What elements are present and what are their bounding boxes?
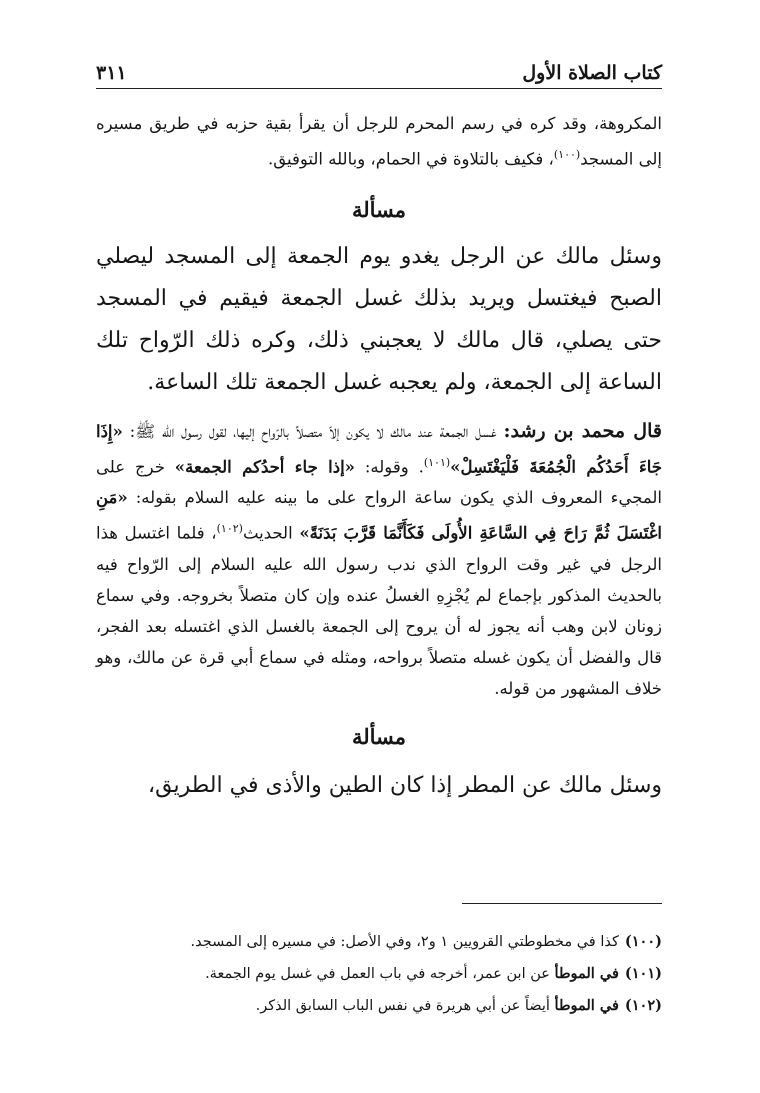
question-paragraph-1: وسئل مالك عن الرجل يغدو يوم الجمعة إلى المسجد ليصلي الصبح فيغتسل ويريد بذلك غسل الجمعة فيقيم في المسجد حتى يصلي، قال مالك لا يعجبني ذلك، وكره ذلك الرّواح تلك الساعة إلى الجمعة، ولم يعجبه غسل الجمعة تلك الساعة. (96, 243, 662, 395)
page-header (96, 58, 662, 89)
hadith-quote-1: «إِذَا جَاءَ أَحَدُكُم الْجُمُعَةَ فَلْيَغْتَسِلْ» (96, 421, 662, 476)
page-body (96, 108, 662, 807)
paragraph-continuation: المكروهة، وقد كره في رسم المحرم للرجل أن يقرأ بقية حزبه في طريق مسيره إلى المسجد$^{(١٠٠)}$، فكيف بالتلاوة في الحمام، وبالله التوفيق. (96, 114, 662, 169)
hadith-quote-2: «مَنِ اغْتَسَلَ ثُمَّ رَاحَ فِي السَّاعَةِ الأُولَى فَكَأَنَّمَا قَرَّبَ بَدَنَةً» (96, 488, 662, 543)
page-number: ٣١١ (96, 62, 127, 84)
section-heading-1: مسألة (351, 196, 407, 222)
footnotes (96, 926, 662, 1022)
footnote-separator (462, 903, 662, 904)
footnote-ref-100[interactable]: (١٠٠) (553, 148, 581, 161)
running-title: كتاب الصلاة الأول (522, 62, 662, 84)
footnote-101: (١٠١)في الموطأ عن ابن عمر، أخرجه في باب العمل في غسل يوم الجمعة. (205, 965, 662, 982)
footnote-102: (١٠٢)في الموطأ أيضاً عن أبي هريرة في نفس الباب السابق الذكر. (255, 997, 662, 1014)
question-paragraph-2: وسئل مالك عن المطر إذا كان الطين والأذى في الطريق، (148, 772, 662, 798)
section-heading-2: مسألة (351, 723, 407, 749)
quote-phrase: «إذا جاء أحدُكم الجمعة» (174, 457, 355, 476)
speaker-label: قال محمد بن رشد: (503, 419, 662, 442)
commentary-paragraph: قال محمد بن رشد: غسل الجمعة عند مالك لا يكون إلاّ متصلاً بالرّواح إليها، لقول رسول الله ﷺ: «إِذَا جَاءَ أَحَدُكُم الْجُمُعَةَ فَلْيَغْتَسِلْ»$^{(١٠١)}$. وقوله: «إذا جاء أحدُكم الجمعة» خرج على المجيء المعروف الذي يكون ساعة الرواح على ما بينه عليه السلام بقوله: «مَنِ اغْتَسَلَ ثُمَّ رَاحَ فِي السَّاعَةِ الأُولَى فَكَأَنَّمَا قَرَّبَ بَدَنَةً» الحديث$^{(١٠٢)}$، فلما اغتسل هذا الرجل في غير وقت الرواح الذي ندب رسول الله عليه السلام إلى الرّواح فيه بالحديث المذكور بإجماع لم يُجْزِهِ الغسلُ عنده وإن كان متصلاً بخروجه. وفي سماع زونان لابن وهب أنه يجوز له أن يروح إلى الجمعة بالغسل الذي اغتسله بعد الفجر، قال والفضل أن يكون غسله متصلاً برواحه، ومثله في سماع أبي قرة عن مالك، وهو خلاف المشهور من قوله. (96, 419, 662, 698)
footnote-ref-102[interactable]: (١٠٢) (216, 522, 243, 535)
footnote-ref-101[interactable]: (١٠١) (423, 455, 451, 469)
footnote-100: (١٠٠)كذا في مخطوطتي القرويين ١ و٢، وفي الأصل: في مسيره إلى المسجد. (190, 933, 662, 950)
